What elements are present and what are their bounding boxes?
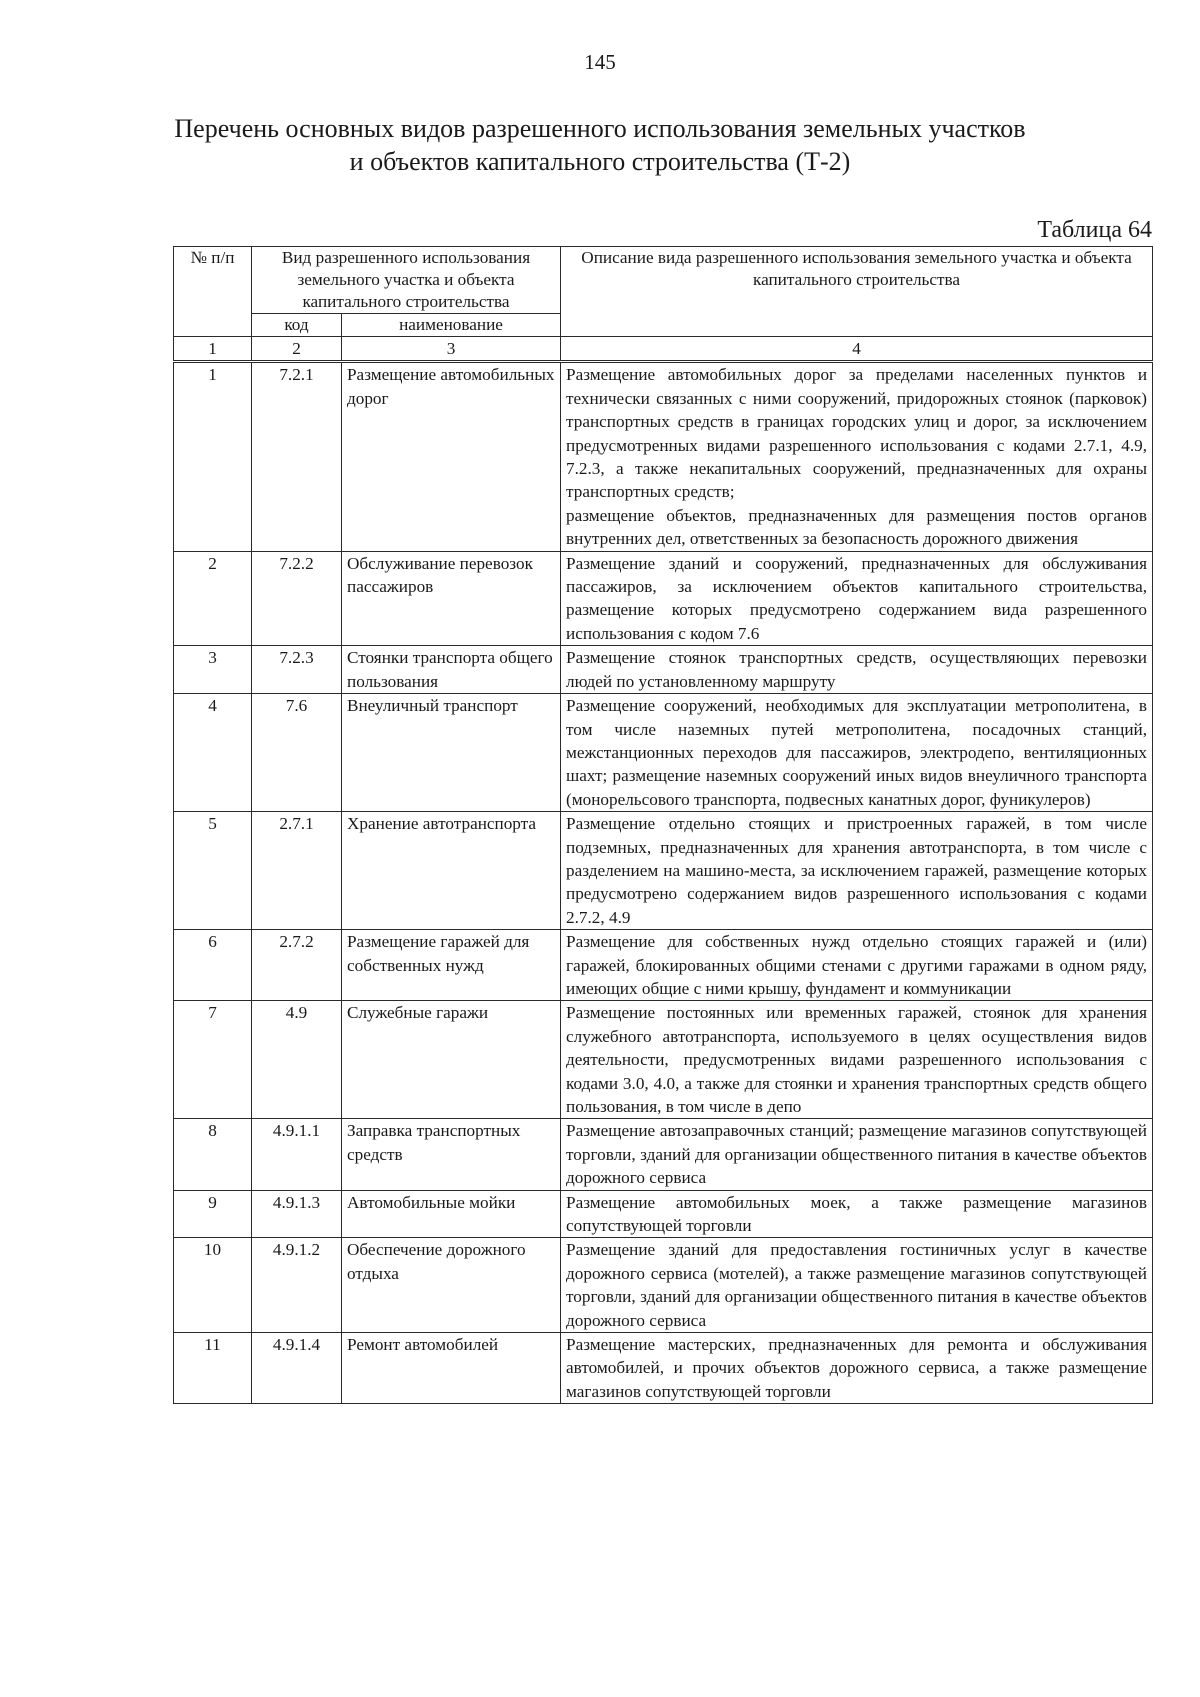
row-number: 3 [174, 646, 252, 694]
row-code: 2.7.1 [252, 812, 342, 930]
row-description [561, 1190, 1153, 1238]
description-paragraph: Размещение автозаправочных станций; размещение магазинов сопутствующей торговли, зданий для организации общественного питания в качестве объектов дорожного сервиса [566, 1121, 1148, 1188]
row-code: 4.9 [252, 1001, 342, 1119]
row-description [561, 1238, 1153, 1333]
row-name: Автомобильные мойки [342, 1190, 561, 1238]
row-code: 4.9.1.4 [252, 1333, 342, 1404]
row-number: 4 [174, 694, 252, 812]
row-number: 2 [174, 551, 252, 646]
row-number: 10 [174, 1238, 252, 1333]
row-name: Заправка транспортных средств [342, 1119, 561, 1190]
row-number: 7 [174, 1001, 252, 1119]
description-paragraph: Размещение постоянных или временных гаражей, стоянок для хранения служебного автотранспорта, используемого в целях осуществления видов деятельности, предусмотренных видами разрешенного использования с кодами 3.0, 4.0, а также для стоянки и хранения транспортных средств общего пользования, в том числе в депо [566, 1003, 1148, 1116]
row-name: Хранение автотранспорта [342, 812, 561, 930]
row-description [561, 551, 1153, 646]
row-code: 7.6 [252, 694, 342, 812]
row-number: 11 [174, 1333, 252, 1404]
column-number: 1 [174, 337, 252, 362]
description-paragraph: Размещение сооружений, необходимых для эксплуатации метрополитена, в том числе наземных путей метрополитена, посадочных станций, межстанционных переходов для пассажиров, электродепо, вентиляционных шахт; размещение наземных сооружений иных видов внеуличного транспорта (монорельсового транспорта, подвесных канатных дорог, фуникулеров) [566, 696, 1148, 809]
row-number: 5 [174, 812, 252, 930]
row-description [561, 646, 1153, 694]
table-row [174, 1333, 1153, 1404]
row-name: Размещение автомобильных дорог [342, 362, 561, 551]
table-row [174, 362, 1153, 551]
column-numbers-row [174, 337, 1153, 362]
row-code: 7.2.2 [252, 551, 342, 646]
row-name: Размещение гаражей для собственных нужд [342, 930, 561, 1001]
row-number: 1 [174, 362, 252, 551]
header-description: Описание вида разрешенного использования земельного участка и объекта капитального строительства [561, 247, 1153, 337]
header-code: код [252, 314, 342, 337]
document-title [100, 112, 1100, 178]
header-row [174, 247, 1153, 314]
column-number: 3 [342, 337, 561, 362]
description-paragraph: Размещение стоянок транспортных средств, осуществляющих перевозки людей по установленному маршруту [566, 648, 1148, 691]
row-code: 4.9.1.2 [252, 1238, 342, 1333]
description-paragraph: Размещение зданий для предоставления гостиничных услуг в качестве дорожного сервиса (мотелей), а также размещение магазинов сопутствующей торговли, зданий для организации общественного питания в качестве объектов дорожного сервиса [566, 1240, 1148, 1330]
description-paragraph: размещение объектов, предназначенных для размещения постов органов внутренних дел, ответственных за безопасность дорожного движения [566, 505, 1148, 549]
table-row [174, 1001, 1153, 1119]
row-code: 7.2.3 [252, 646, 342, 694]
row-name: Стоянки транспорта общего пользования [342, 646, 561, 694]
title-line-1: Перечень основных видов разрешенного использования земельных участков [174, 114, 1026, 143]
row-description [561, 1001, 1153, 1119]
row-code: 2.7.2 [252, 930, 342, 1001]
row-name: Обслуживание перевозок пассажиров [342, 551, 561, 646]
table-row [174, 694, 1153, 812]
row-name: Служебные гаражи [342, 1001, 561, 1119]
description-paragraph: Размещение отдельно стоящих и пристроенных гаражей, в том числе подземных, предназначенных для хранения автотранспорта, в том числе с разделением на машино-места, за исключением гаражей, размещение которых предусмотрено содержанием видов разрешенного использования с кодами 2.7.2, 4.9 [566, 814, 1148, 927]
column-number: 2 [252, 337, 342, 362]
description-paragraph: Размещение автомобильных моек, а также размещение магазинов сопутствующей торговли [566, 1192, 1148, 1236]
row-description [561, 1333, 1153, 1404]
row-name: Обеспечение дорожного отдыха [342, 1238, 561, 1333]
title-line-2: и объектов капитального строительства (Т-2) [349, 147, 851, 176]
row-description [561, 930, 1153, 1001]
permitted-uses-table [173, 246, 1153, 1404]
page-number: 145 [584, 50, 616, 74]
table-row [174, 1119, 1153, 1190]
row-number: 9 [174, 1190, 252, 1238]
row-description [561, 694, 1153, 812]
header-kind: Вид разрешенного использования земельного участка и объекта капитального строительства [252, 247, 561, 314]
row-description [561, 1119, 1153, 1190]
header-num: № п/п [174, 247, 252, 337]
row-name: Внеуличный транспорт [342, 694, 561, 812]
table-row [174, 1190, 1153, 1238]
row-code: 4.9.1.1 [252, 1119, 342, 1190]
row-code: 7.2.1 [252, 362, 342, 551]
row-code: 4.9.1.3 [252, 1190, 342, 1238]
row-name: Ремонт автомобилей [342, 1333, 561, 1404]
table-caption: Таблица 64 [1037, 217, 1152, 243]
table-row [174, 646, 1153, 694]
column-number: 4 [561, 337, 1153, 362]
row-number: 8 [174, 1119, 252, 1190]
table-row [174, 1238, 1153, 1333]
description-paragraph: Размещение для собственных нужд отдельно стоящих гаражей и (или) гаражей, блокированных общими стенами с другими гаражами в одном ряду, имеющих общие с ними крышу, фундамент и коммуникации [566, 932, 1148, 998]
row-number: 6 [174, 930, 252, 1001]
row-description [561, 812, 1153, 930]
description-paragraph: Размещение мастерских, предназначенных для ремонта и обслуживания автомобилей, и прочих объектов дорожного сервиса, а также размещение магазинов сопутствующей торговли [566, 1335, 1148, 1401]
table-row [174, 551, 1153, 646]
table-row [174, 930, 1153, 1001]
row-description [561, 362, 1153, 551]
header-name: наименование [342, 314, 561, 337]
description-paragraph: Размещение автомобильных дорог за пределами населенных пунктов и технически связанных с ними сооружений, придорожных стоянок (парковок) транспортных средств в границах городских улиц и дорог, за исключением предусмотренных видами разрешенного использования с кодами 2.7.1, 4.9, 7.2.3, а также некапитальных сооружений, предназначенных для охраны транспортных средств; [566, 365, 1148, 502]
description-paragraph: Размещение зданий и сооружений, предназначенных для обслуживания пассажиров, за исключением объектов капитального строительства, размещение которых предусмотрено содержанием вида разрешенного использования с кодом 7.6 [566, 553, 1148, 643]
table-row [174, 812, 1153, 930]
